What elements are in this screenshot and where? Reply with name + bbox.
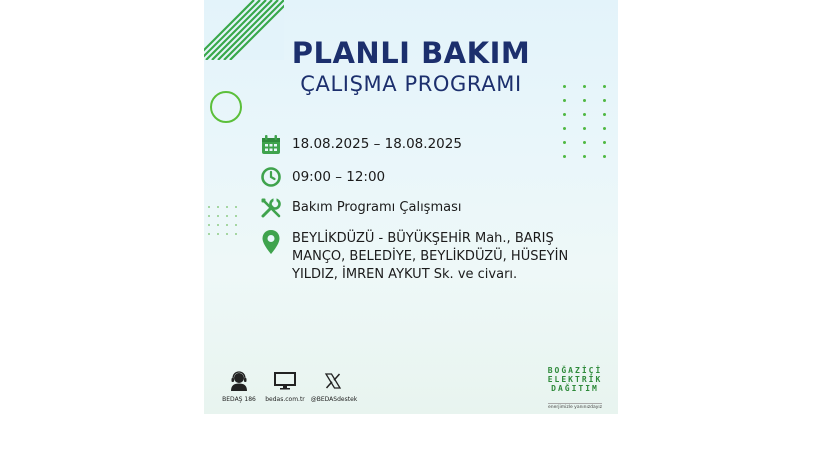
date-range: 18.08.2025 – 18.08.2025: [292, 136, 462, 152]
logo-line-1: BOĞAZİÇİ: [547, 366, 603, 375]
work-type: Bakım Programı Çalışması: [292, 200, 462, 215]
monitor-icon: [274, 372, 296, 390]
logo-tagline: enerjimizle yanınızdayız: [547, 405, 603, 410]
page-subtitle: ÇALIŞMA PROGRAMI: [300, 72, 522, 96]
logo-line-2: ELEKTRİK: [547, 375, 603, 384]
calendar-icon: [260, 134, 282, 156]
location-pin-icon: [260, 229, 282, 255]
call-center-agent-icon: [228, 370, 250, 392]
clock-icon: [260, 166, 282, 188]
decorative-dot-grid-small: [208, 206, 238, 236]
company-logo: [536, 366, 614, 412]
time-range: 09:00 – 12:00: [292, 169, 386, 185]
social-handle-label: @BEDASdestek: [310, 396, 358, 403]
website-label: bedas.com.tr: [265, 396, 305, 403]
page-title: PLANLI BAKIM: [291, 36, 531, 70]
tools-icon: [260, 197, 282, 219]
x-logo-icon: [324, 372, 342, 390]
announcement-card: [204, 0, 618, 414]
logo-line-3: DAĞITIM: [551, 384, 599, 393]
location-text: BEYLİKDÜZÜ - BÜYÜKŞEHİR Mah., BARIŞ MANÇO, BELEDİYE, BEYLİKDÜZÜ, HÜSEYİN YILDIZ, İMREN AYKUT Sk. ve civarı.: [292, 231, 569, 282]
call-center-label: BEDAŞ 186: [222, 396, 256, 403]
